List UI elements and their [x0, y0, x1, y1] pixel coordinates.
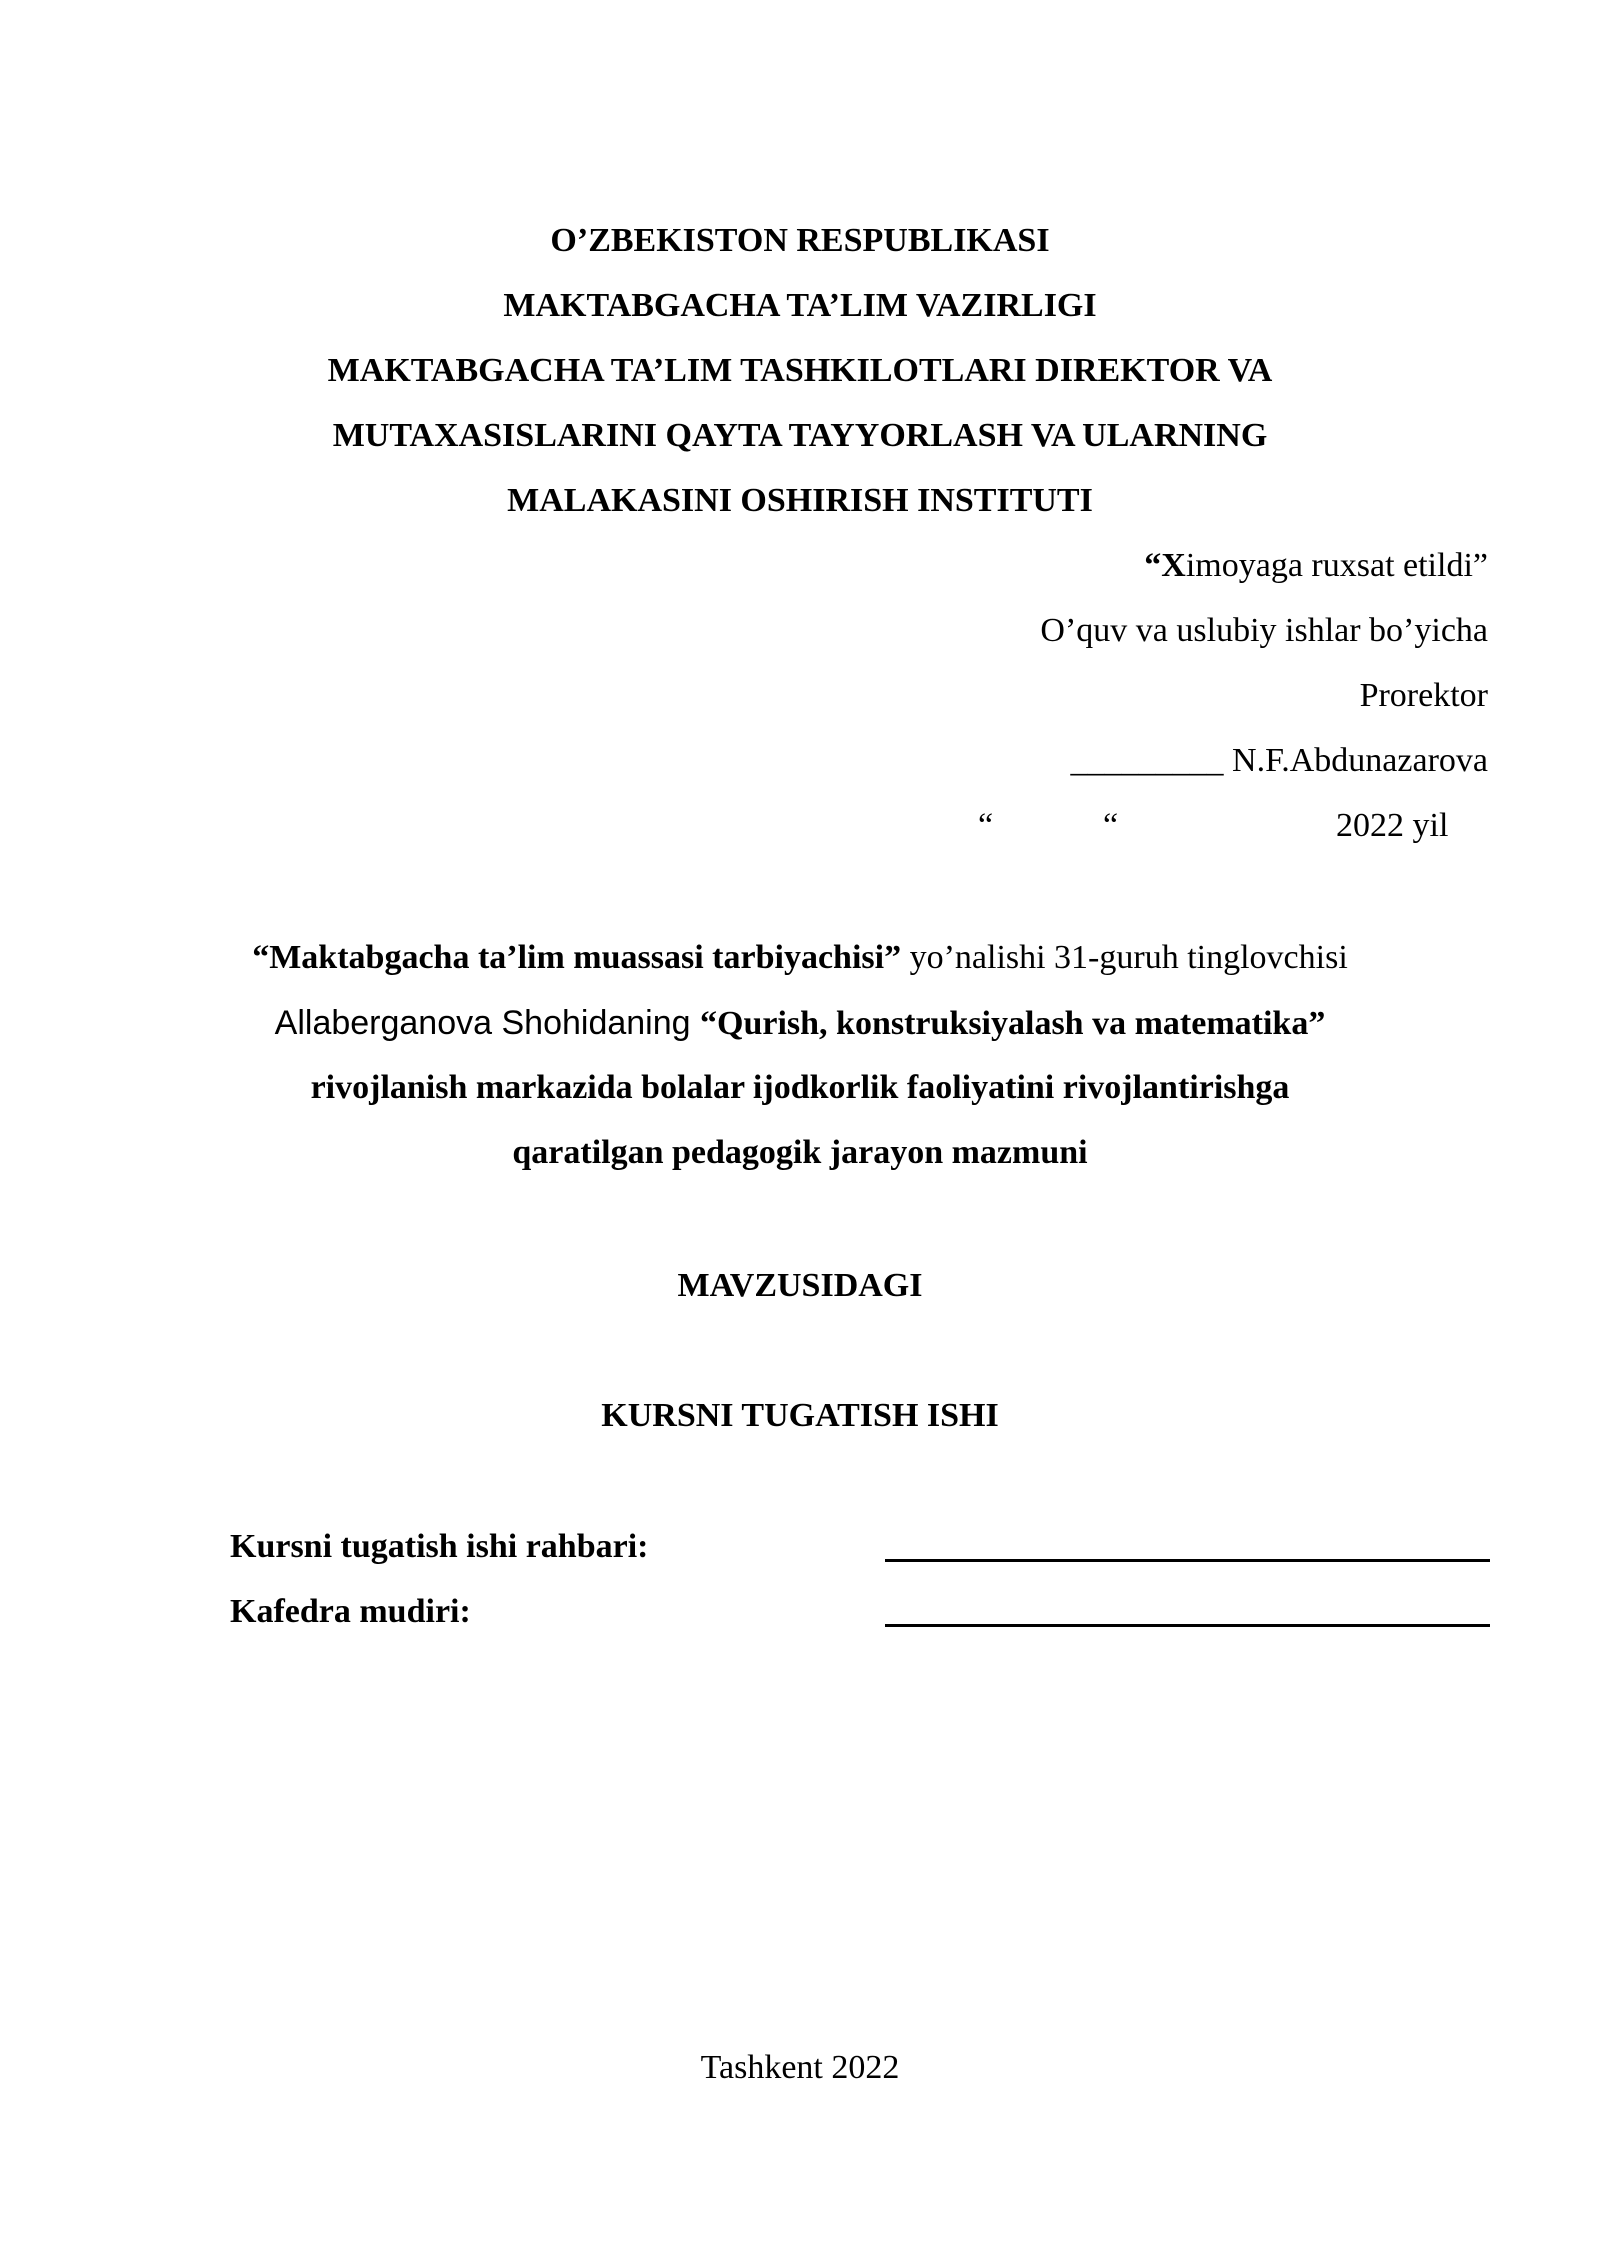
header-institute-line-2: MUTAXASISLARINI QAYTA TAYYORLASH VA ULARNING [332, 417, 1268, 454]
mavzusidagi-heading: MAVZUSIDAGI [677, 1267, 923, 1304]
topic-part-1: “Qurish, konstruksiyalash va matematika” [700, 1005, 1326, 1042]
date-open-quote: “ [978, 807, 994, 844]
supervisor-signature-line [885, 1559, 1490, 1562]
head-signature-line [885, 1624, 1490, 1627]
footer-city-year: Tashkent 2022 [700, 2049, 900, 2086]
direction-name: “Maktabgacha ta’lim muassasi tarbiyachisi” [252, 939, 902, 976]
date-year: 2022 yil [1336, 807, 1449, 844]
work-type-heading: KURSNI TUGATISH ISHI [601, 1397, 999, 1434]
head-signature-row [230, 1590, 1490, 1634]
head-label: Kafedra mudiri: [230, 1593, 471, 1630]
approval-date [0, 804, 1600, 848]
approval-permission-open: “X [1144, 547, 1186, 584]
approval-signature: _________ N.F.Abdunazarova [1070, 742, 1488, 779]
header-country: O’ZBEKISTON RESPUBLIKASI [550, 222, 1050, 259]
title-direction-line [0, 936, 1600, 980]
header-institute-line-1: MAKTABGACHA TA’LIM TASHKILOTLARI DIREKTOR VA [327, 352, 1273, 389]
supervisor-label: Kursni tugatish ishi rahbari: [230, 1528, 649, 1565]
supervisor-signature-row [230, 1525, 1490, 1569]
approval-permission [1144, 544, 1488, 588]
approval-role: Prorektor [1359, 677, 1488, 714]
topic-part-2: rivojlanish markazida bolalar ijodkorlik faoliyatini rivojlantirishga [310, 1069, 1290, 1106]
date-close-quote: “ [1103, 807, 1119, 844]
approval-permission-rest: imoyaga ruxsat etildi” [1185, 547, 1488, 584]
topic-part-3: qaratilgan pedagogik jarayon mazmuni [512, 1134, 1088, 1171]
approval-position: O’quv va uslubiy ishlar bo’yicha [1040, 612, 1488, 649]
header-ministry: MAKTABGACHA TA’LIM VAZIRLIGI [503, 287, 1097, 324]
header-institute-line-3: MALAKASINI OSHIRISH INSTITUTI [507, 482, 1093, 519]
title-student-line [0, 1001, 1600, 1046]
student-name: Allaberganova Shohidaning [274, 1004, 700, 1042]
direction-suffix: yo’nalishi 31-guruh tinglovchisi [901, 939, 1348, 976]
